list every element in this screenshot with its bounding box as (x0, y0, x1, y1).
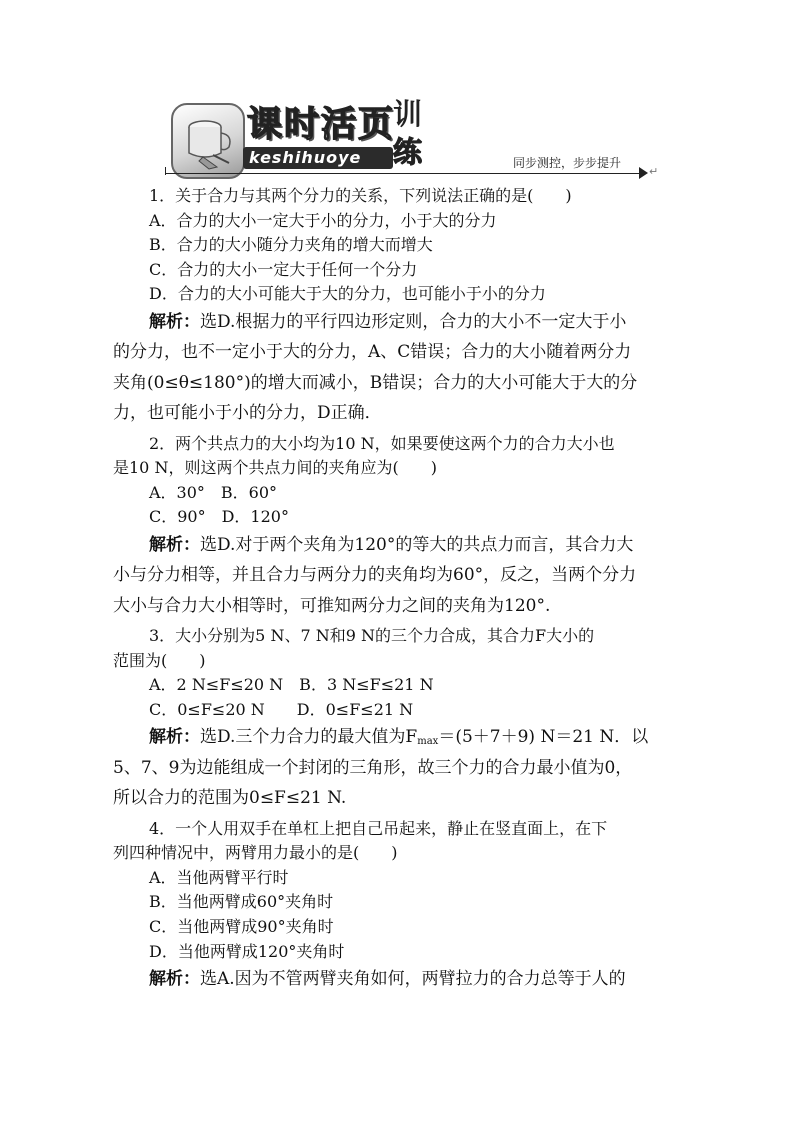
analysis-label: 解析： (149, 534, 200, 555)
option-b: B．合力的大小随分力夹角的增大而增大 (149, 235, 433, 255)
option-row: A．2 N≤F≤20 N B．3 N≤F≤21 N (149, 675, 434, 695)
option-d: D．合力的大小可能大于大的分力，也可能小于小的分力 (149, 284, 546, 304)
question-3 (113, 624, 685, 814)
question-2 (113, 432, 685, 622)
analysis-line: 小与分力相等，并且合力与两分力的夹角均为60°，反之，当两个分力 (113, 565, 637, 586)
analysis-line: 夹角(0≤θ≤180°)的增大而减小，B错误；合力的大小可能大于大的分 (113, 372, 638, 393)
analysis-line: 大小与合力大小相等时，可推知两分力之间的夹角为120°. (113, 595, 551, 616)
analysis-text: 选D.对于两个夹角为120°的等大的共点力而言，其合力大 (200, 534, 634, 555)
header-rule (165, 173, 645, 174)
option-row: C．0≤F≤20 N D．0≤F≤21 N (149, 699, 414, 719)
question-list (113, 184, 685, 995)
cup-logo-icon (171, 103, 245, 179)
option-c: C．当他两臂成90°夹角时 (149, 917, 334, 936)
question-4 (113, 817, 685, 995)
rule-arrow-icon (639, 167, 648, 179)
analysis-line: 力，也可能小于小的分力，D正确． (113, 403, 382, 424)
analysis-label: 解析： (149, 311, 200, 332)
question-stem: 2．两个共点力的大小均为10 N，如果要使这两个力的合力大小也 (149, 433, 615, 453)
question-1 (113, 184, 685, 429)
analysis-line: 5、7、9为边能组成一个封闭的三角形，故三个力的合力最小值为0， (113, 757, 633, 778)
analysis-line (113, 722, 685, 752)
rule-start-tick (165, 167, 166, 175)
header-title: 课时活页 (247, 105, 396, 145)
question-stem: 范围为( ) (113, 650, 206, 670)
header-pinyin: keshihuoye (249, 148, 362, 167)
option-d: D．当他两臂成120°夹角时 (149, 941, 345, 961)
question-stem: 3．大小分别为5 N、7 N和9 N的三个力合成，其合力F大小的 (149, 626, 595, 646)
option-row: C．90° D．120° (149, 507, 289, 527)
option-row: A．30° B．60° (149, 482, 278, 502)
question-stem: 是10 N，则这两个共点力间的夹角应为( ) (113, 458, 437, 478)
analysis-line (113, 530, 685, 560)
analysis-text: ＝(5＋7＋9) N＝21 N．以 (438, 727, 649, 748)
question-stem: 列四种情况中，两臂用力最小的是( ) (113, 843, 398, 863)
question-stem: 1．关于合力与其两个分力的关系，下列说法正确的是( ) (149, 186, 572, 205)
option-c: C．合力的大小一定大于任何一个分力 (149, 259, 418, 279)
option-b: B．当他两臂成60°夹角时 (149, 892, 334, 912)
return-mark-icon: ↵ (649, 165, 659, 178)
header-side-top: 训 (393, 97, 423, 131)
analysis-label: 解析： (149, 727, 200, 748)
analysis-text: 选D.三个力合力的最大值为F (200, 727, 418, 748)
header-side-bottom: 练 (393, 135, 423, 169)
header-banner (165, 97, 659, 183)
analysis-line: 的分力，也不一定小于大的分力，A、C错误；合力的大小随着两分力 (113, 342, 632, 363)
option-a: A．合力的大小一定大于小的分力，小于大的分力 (149, 210, 497, 230)
option-a: A．当他两臂平行时 (149, 867, 289, 887)
analysis-text: 选D.根据力的平行四边形定则，合力的大小不一定大于小 (200, 311, 627, 332)
analysis-line (113, 307, 685, 337)
question-stem: 4．一个人用双手在单杠上把自己吊起来，静止在竖直面上，在下 (149, 818, 608, 838)
analysis-label: 解析： (149, 969, 200, 990)
header-slogan: 同步测控，步步提升 (513, 156, 622, 170)
analysis-line (113, 964, 685, 994)
analysis-text: 选A.因为不管两臂夹角如何，两臂拉力的合力总等于人的 (200, 969, 626, 990)
subscript-max: max (417, 736, 439, 748)
analysis-line: 所以合力的范围为0≤F≤21 N. (113, 788, 347, 809)
